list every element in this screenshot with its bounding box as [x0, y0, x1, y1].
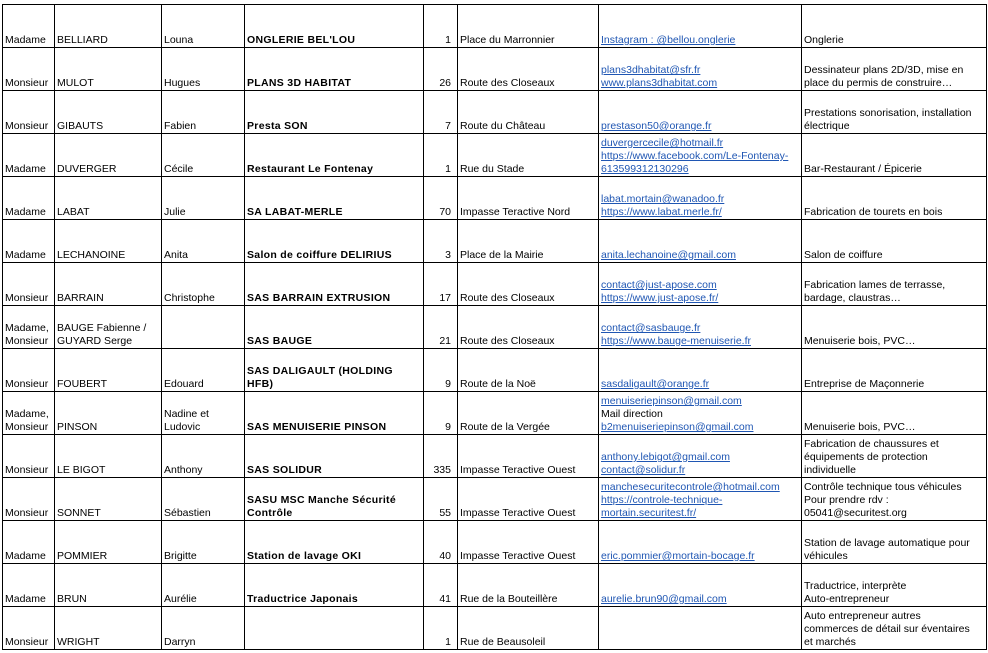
table-row: [3, 521, 987, 564]
firstname-cell-line: Anthony: [164, 464, 203, 476]
activity-cell-line: Fabrication de chaussures et: [804, 438, 939, 450]
contact-link-line[interactable]: 613599312130296: [601, 163, 689, 175]
firstname-cell-line: Darryn: [164, 636, 196, 648]
contact-link-line[interactable]: https://www.labat.merle.fr/: [601, 206, 722, 218]
firstname-cell: [162, 134, 245, 177]
civility-cell-line: Madame,: [5, 322, 49, 334]
activity-cell-line: Station de lavage automatique pour: [804, 537, 970, 549]
table-row: [3, 478, 987, 521]
activity-cell: [802, 177, 987, 220]
contact-link: [599, 392, 802, 435]
company-cell: Presta SON: [245, 91, 424, 134]
activity-cell-line: Pour prendre rdv :: [804, 494, 889, 506]
surname-cell: [55, 349, 162, 392]
surname-cell-line: FOUBERT: [57, 378, 107, 390]
contact-link: [599, 91, 802, 134]
contact-link-line[interactable]: mortain.securitest.fr/: [601, 507, 697, 519]
activity-cell: [802, 220, 987, 263]
surname-cell-line: WRIGHT: [57, 636, 100, 648]
surname-cell-line: LABAT: [57, 206, 90, 218]
firstname-cell-line: Sébastien: [164, 507, 211, 519]
civility-cell-line: Madame: [5, 163, 46, 175]
firstname-cell: [162, 607, 245, 650]
civility-cell: [3, 435, 55, 478]
activity-cell: [802, 5, 987, 48]
street-cell: Route des Closeaux: [458, 48, 599, 91]
firstname-cell: [162, 349, 245, 392]
street-number-cell: 70: [424, 177, 458, 220]
contact-link: [599, 607, 802, 650]
company-cell: Salon de coiffure DELIRIUS: [245, 220, 424, 263]
civility-cell: [3, 263, 55, 306]
activity-cell: [802, 263, 987, 306]
contact-link-line[interactable]: Instagram : @bellou.onglerie: [601, 34, 736, 46]
activity-cell-line: bardage, claustras…: [804, 292, 901, 304]
civility-cell-line: Monsieur: [5, 77, 49, 89]
activity-cell-line: électrique: [804, 120, 850, 132]
activity-cell: [802, 349, 987, 392]
activity-cell-line: Contrôle technique tous véhicules: [804, 481, 962, 493]
firstname-cell: [162, 177, 245, 220]
civility-cell: [3, 478, 55, 521]
civility-cell: [3, 564, 55, 607]
civility-cell: [3, 306, 55, 349]
civility-cell-line: Monsieur: [5, 378, 49, 390]
activity-cell-line: et marchés: [804, 636, 856, 648]
surname-cell-line: MULOT: [57, 77, 94, 89]
table-row: [3, 5, 987, 48]
contact-link-line[interactable]: contact@solidur.fr: [601, 464, 686, 476]
civility-cell-line: Madame: [5, 550, 46, 562]
civility-cell: [3, 392, 55, 435]
activity-cell-line: Dessinateur plans 2D/3D, mise en: [804, 64, 964, 76]
firstname-cell-line: Fabien: [164, 120, 197, 132]
street-number-cell: 9: [424, 392, 458, 435]
street-cell: Route de la Noë: [458, 349, 599, 392]
firstname-cell-line: Anita: [164, 249, 188, 261]
surname-cell: [55, 478, 162, 521]
surname-cell-line: SONNET: [57, 507, 101, 519]
table-row: [3, 220, 987, 263]
civility-cell-line: Monsieur: [5, 421, 49, 433]
civility-cell: [3, 48, 55, 91]
street-number-cell: 9: [424, 349, 458, 392]
civility-cell-line: Madame: [5, 593, 46, 605]
street-cell: Place du Marronnier: [458, 5, 599, 48]
table-row: [3, 134, 987, 177]
table-row: [3, 392, 987, 435]
civility-cell-line: Monsieur: [5, 464, 49, 476]
street-cell: Rue du Stade: [458, 134, 599, 177]
surname-cell: [55, 607, 162, 650]
activity-cell-line: équipements de protection: [804, 451, 928, 463]
street-cell: Rue de la Bouteillère: [458, 564, 599, 607]
surname-cell: [55, 177, 162, 220]
surname-cell-line: BRUN: [57, 593, 87, 605]
company-cell: SA LABAT-MERLE: [245, 177, 424, 220]
surname-cell: [55, 564, 162, 607]
street-cell: Rue de Beausoleil: [458, 607, 599, 650]
firstname-cell-line: Nadine et: [164, 408, 209, 420]
street-number-cell: 1: [424, 134, 458, 177]
activity-cell-line: Auto-entrepreneur: [804, 593, 890, 605]
surname-cell: [55, 91, 162, 134]
activity-cell: [802, 478, 987, 521]
table-body: [3, 5, 987, 650]
company-cell: SAS BAUGE: [245, 306, 424, 349]
table-row: [3, 177, 987, 220]
contact-link-line[interactable]: contact@just-apose.com: [601, 279, 717, 291]
contact-link-line[interactable]: duvergercecile@hotmail.fr: [601, 137, 724, 149]
business-directory-table: [2, 4, 987, 650]
surname-cell-line: LE BIGOT: [57, 464, 106, 476]
contact-link-line[interactable]: manchesecuritecontrole@hotmail.com: [601, 481, 780, 493]
street-number-cell: 3: [424, 220, 458, 263]
contact-link: [599, 521, 802, 564]
contact-link-line[interactable]: https://www.facebook.com/Le-Fontenay-: [601, 150, 789, 162]
firstname-cell: [162, 478, 245, 521]
surname-cell: [55, 521, 162, 564]
contact-link: [599, 435, 802, 478]
activity-cell-line: Auto entrepreneur autres: [804, 610, 921, 622]
contact-link: [599, 478, 802, 521]
street-number-cell: 7: [424, 91, 458, 134]
contact-link-line[interactable]: menuiseriepinson@gmail.com: [601, 395, 742, 407]
contact-link-line[interactable]: aurelie.brun90@gmail.com: [601, 593, 727, 605]
civility-cell: [3, 607, 55, 650]
activity-cell: [802, 134, 987, 177]
activity-cell: [802, 564, 987, 607]
street-cell: Route des Closeaux: [458, 306, 599, 349]
table-row: [3, 607, 987, 650]
company-cell: Station de lavage OKI: [245, 521, 424, 564]
activity-cell: [802, 435, 987, 478]
surname-cell-line: BARRAIN: [57, 292, 104, 304]
contact-link-line[interactable]: eric.pommier@mortain-bocage.fr: [601, 550, 755, 562]
street-number-cell: 1: [424, 5, 458, 48]
activity-cell-line: Bar-Restaurant / Épicerie: [804, 163, 922, 175]
activity-cell-line: véhicules: [804, 550, 848, 562]
table-row: [3, 435, 987, 478]
activity-cell: [802, 48, 987, 91]
civility-cell: [3, 177, 55, 220]
firstname-cell-line: Aurélie: [164, 593, 197, 605]
civility-cell-line: Monsieur: [5, 636, 49, 648]
civility-cell-line: Monsieur: [5, 292, 49, 304]
activity-cell-line: individuelle: [804, 464, 856, 476]
surname-cell-line: GIBAUTS: [57, 120, 104, 132]
firstname-cell-line: Hugues: [164, 77, 201, 89]
street-number-cell: 26: [424, 48, 458, 91]
activity-cell: [802, 306, 987, 349]
street-cell: Impasse Teractive Nord: [458, 177, 599, 220]
street-cell: Impasse Teractive Ouest: [458, 521, 599, 564]
activity-cell-line: Fabrication de tourets en bois: [804, 206, 943, 218]
civility-cell-line: Madame: [5, 249, 46, 261]
firstname-cell-line: Cécile: [164, 163, 194, 175]
street-number-cell: 335: [424, 435, 458, 478]
firstname-cell-line: Christophe: [164, 292, 215, 304]
activity-cell-line: 05041@securitest.org: [804, 507, 907, 519]
table-row: [3, 306, 987, 349]
surname-cell-line: GUYARD Serge: [57, 335, 133, 347]
street-number-cell: 55: [424, 478, 458, 521]
contact-link: [599, 220, 802, 263]
contact-link-line[interactable]: labat.mortain@wanadoo.fr: [601, 193, 725, 205]
contact-link: [599, 5, 802, 48]
table-row: [3, 263, 987, 306]
contact-link-line[interactable]: contact@sasbauge.fr: [601, 322, 701, 334]
firstname-cell: [162, 521, 245, 564]
surname-cell-line: PINSON: [57, 421, 98, 433]
firstname-cell: [162, 306, 245, 349]
civility-cell: [3, 349, 55, 392]
company-cell: Traductrice Japonais: [245, 564, 424, 607]
contact-link-line[interactable]: https://controle-technique-: [601, 494, 723, 506]
civility-cell-line: Madame: [5, 34, 46, 46]
firstname-cell-line: Brigitte: [164, 550, 197, 562]
contact-link-line[interactable]: plans3dhabitat@sfr.fr: [601, 64, 701, 76]
company-cell: SAS BARRAIN EXTRUSION: [245, 263, 424, 306]
firstname-cell-line: Ludovic: [164, 421, 201, 433]
activity-cell-line: Menuiserie bois, PVC…: [804, 421, 916, 433]
street-cell: Impasse Teractive Ouest: [458, 478, 599, 521]
civility-cell: [3, 5, 55, 48]
contact-link-line: Mail direction: [601, 408, 663, 420]
company-cell: SASU MSC Manche Sécurité Contrôle: [245, 478, 424, 521]
contact-link-line[interactable]: b2menuiseriepinson@gmail.com: [601, 421, 754, 433]
civility-cell-line: Madame,: [5, 408, 49, 420]
activity-cell-line: Onglerie: [804, 34, 844, 46]
contact-link: [599, 306, 802, 349]
contact-link: [599, 263, 802, 306]
surname-cell: [55, 220, 162, 263]
civility-cell-line: Monsieur: [5, 507, 49, 519]
street-number-cell: 1: [424, 607, 458, 650]
street-number-cell: 17: [424, 263, 458, 306]
street-cell: Impasse Teractive Ouest: [458, 435, 599, 478]
surname-cell-line: DUVERGER: [57, 163, 117, 175]
firstname-cell: [162, 5, 245, 48]
company-cell: PLANS 3D HABITAT: [245, 48, 424, 91]
surname-cell-line: BELLIARD: [57, 34, 108, 46]
street-number-cell: 21: [424, 306, 458, 349]
company-cell: SAS MENUISERIE PINSON: [245, 392, 424, 435]
civility-cell: [3, 220, 55, 263]
street-number-cell: 41: [424, 564, 458, 607]
street-cell: Route du Château: [458, 91, 599, 134]
street-cell: Route de la Vergée: [458, 392, 599, 435]
firstname-cell-line: Julie: [164, 206, 186, 218]
firstname-cell: [162, 48, 245, 91]
activity-cell-line: Menuiserie bois, PVC…: [804, 335, 916, 347]
street-cell: Route des Closeaux: [458, 263, 599, 306]
activity-cell: [802, 607, 987, 650]
contact-link: [599, 564, 802, 607]
firstname-cell: [162, 263, 245, 306]
table-row: [3, 564, 987, 607]
civility-cell-line: Madame: [5, 206, 46, 218]
surname-cell-line: BAUGE Fabienne /: [57, 322, 147, 334]
surname-cell: [55, 306, 162, 349]
street-cell: Place de la Mairie: [458, 220, 599, 263]
activity-cell: [802, 91, 987, 134]
contact-link: [599, 349, 802, 392]
surname-cell: [55, 5, 162, 48]
company-cell: [245, 607, 424, 650]
activity-cell-line: place du permis de construire…: [804, 77, 953, 89]
firstname-cell: [162, 392, 245, 435]
surname-cell: [55, 263, 162, 306]
contact-link: [599, 177, 802, 220]
surname-cell: [55, 134, 162, 177]
contact-link-line[interactable]: prestason50@orange.fr: [601, 120, 712, 132]
contact-link-line[interactable]: https://www.just-apose.fr/: [601, 292, 719, 304]
civility-cell: [3, 134, 55, 177]
table-row: [3, 91, 987, 134]
contact-link-line[interactable]: sasdaligault@orange.fr: [601, 378, 710, 390]
civility-cell: [3, 91, 55, 134]
street-number-cell: 40: [424, 521, 458, 564]
firstname-cell-line: Edouard: [164, 378, 204, 390]
firstname-cell: [162, 564, 245, 607]
firstname-cell: [162, 220, 245, 263]
firstname-cell: [162, 91, 245, 134]
surname-cell: [55, 392, 162, 435]
civility-cell-line: Monsieur: [5, 335, 49, 347]
activity-cell: [802, 521, 987, 564]
activity-cell-line: Fabrication lames de terrasse,: [804, 279, 946, 291]
contact-link: [599, 134, 802, 177]
activity-cell: [802, 392, 987, 435]
activity-cell-line: commerces de détail sur éventaires: [804, 623, 970, 635]
company-cell: ONGLERIE BEL'LOU: [245, 5, 424, 48]
civility-cell: [3, 521, 55, 564]
activity-cell-line: Prestations sonorisation, installation: [804, 107, 972, 119]
company-cell: Restaurant Le Fontenay: [245, 134, 424, 177]
contact-link-line[interactable]: https://www.bauge-menuiserie.fr: [601, 335, 751, 347]
contact-link-line[interactable]: anthony.lebigot@gmail.com: [601, 451, 730, 463]
surname-cell: [55, 48, 162, 91]
company-cell: SAS SOLIDUR: [245, 435, 424, 478]
surname-cell-line: LECHANOINE: [57, 249, 126, 261]
civility-cell-line: Monsieur: [5, 120, 49, 132]
company-cell: SAS DALIGAULT (HOLDING HFB): [245, 349, 424, 392]
surname-cell-line: POMMIER: [57, 550, 108, 562]
table-row: [3, 349, 987, 392]
activity-cell-line: Entreprise de Maçonnerie: [804, 378, 925, 390]
activity-cell-line: Traductrice, interprète: [804, 580, 907, 592]
activity-cell-line: Salon de coiffure: [804, 249, 883, 261]
table-row: [3, 48, 987, 91]
surname-cell: [55, 435, 162, 478]
contact-link-line[interactable]: www.plans3dhabitat.com: [601, 77, 718, 89]
contact-link-line[interactable]: anita.lechanoine@gmail.com: [601, 249, 736, 261]
firstname-cell: [162, 435, 245, 478]
firstname-cell-line: Louna: [164, 34, 194, 46]
contact-link: [599, 48, 802, 91]
